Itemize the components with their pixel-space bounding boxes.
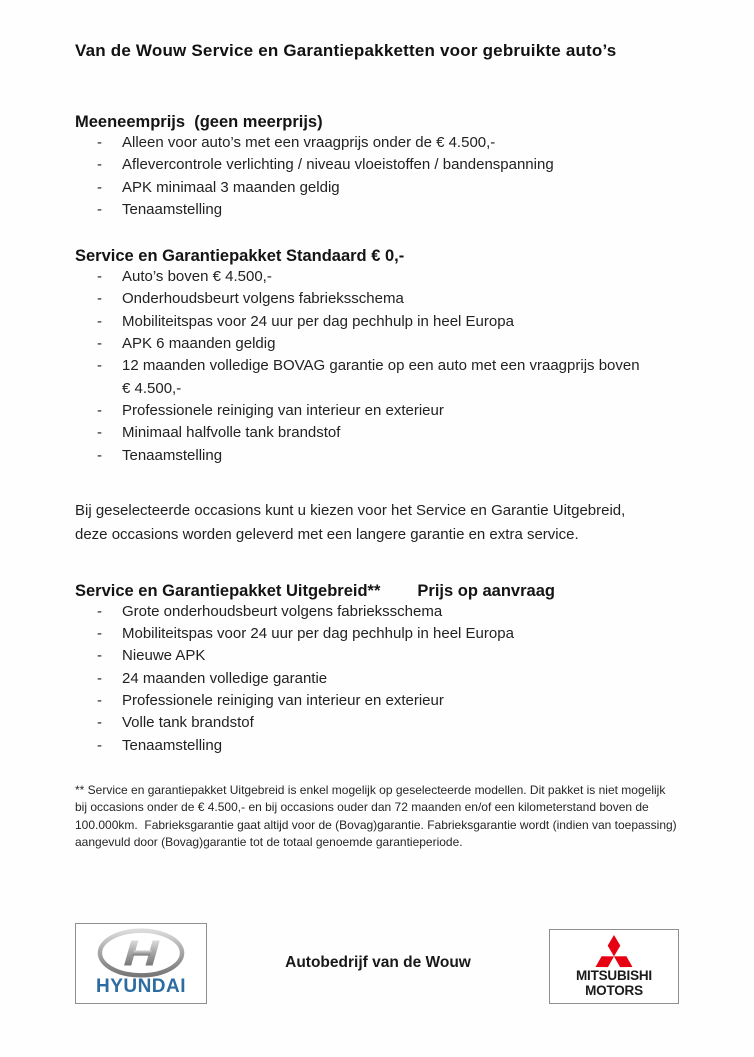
- section-heading-standaard: Service en Garantiepakket Standaard € 0,-: [75, 247, 405, 266]
- list-item: - Mobiliteitspas voor 24 uur per dag pechhulp in heel Europa: [75, 311, 679, 333]
- bullet-dash: -: [97, 602, 102, 620]
- hyundai-wordmark: HYUNDAI: [95, 976, 187, 998]
- list-item: - APK minimaal 3 maanden geldig: [75, 177, 679, 199]
- footnote-line: aangevuld door (Bovag)garantie tot de totaal genoemde garantieperiode.: [75, 835, 463, 850]
- mitsubishi-logo: [549, 929, 679, 1004]
- list-item: - Volle tank brandstof: [75, 712, 679, 734]
- list-item: - Nieuwe APK: [75, 645, 679, 667]
- bullet-dash: -: [97, 401, 102, 419]
- list-item: - Alleen voor auto’s met een vraagprijs onder de € 4.500,-: [75, 132, 679, 154]
- list-item: - Onderhoudsbeurt volgens fabrieksschema: [75, 288, 679, 310]
- list-item: - Mobiliteitspas voor 24 uur per dag pechhulp in heel Europa: [75, 623, 679, 645]
- bullet-dash: -: [97, 446, 102, 464]
- uitgebreid-list: [75, 601, 679, 757]
- list-item: - Tenaamstelling: [75, 445, 679, 467]
- list-item: - APK 6 maanden geldig: [75, 333, 679, 355]
- bullet-dash: -: [97, 424, 102, 442]
- bullet-dash: -: [97, 736, 102, 754]
- bullet-dash: -: [97, 312, 102, 330]
- intro-paragraph: [75, 499, 679, 548]
- bullet-dash: -: [97, 647, 102, 665]
- bullet-dash: -: [97, 134, 102, 151]
- list-item: - Aflevercontrole verlichting / niveau vloeistoffen / bandenspanning: [75, 154, 679, 176]
- footer: [75, 923, 679, 1004]
- dealer-name: Autobedrijf van de Wouw: [285, 954, 471, 972]
- mitsubishi-diamonds-icon: [591, 935, 637, 968]
- list-item: - Tenaamstelling: [75, 735, 679, 757]
- intro-line: Bij geselecteerde occasions kunt u kiezen voor het Service en Garantie Uitgebreid,: [75, 501, 626, 519]
- list-item: - Professionele reiniging van interieur en exterieur: [75, 690, 679, 712]
- bullet-dash: -: [97, 625, 102, 643]
- standaard-list: [75, 266, 679, 467]
- intro-line: deze occasions worden geleverd met een langere garantie en extra service.: [75, 526, 579, 544]
- bullet-dash: -: [97, 156, 102, 174]
- bullet-dash: -: [97, 290, 102, 308]
- bullet-dash: -: [97, 268, 102, 286]
- list-item: - 24 maanden volledige garantie: [75, 668, 679, 690]
- bullet-dash: -: [97, 692, 102, 710]
- list-item: - Professionele reiniging van interieur en exterieur: [75, 400, 679, 422]
- bullet-dash: -: [97, 669, 102, 687]
- bullet-dash: -: [97, 714, 102, 732]
- footnote-line: bij occasions onder de € 4.500,- en bij occasions ouder dan 72 maanden en/of een kilometerstand boven de: [75, 800, 649, 815]
- page-title: Van de Wouw Service en Garantiepakketten voor gebruikte auto’s: [75, 41, 617, 60]
- bullet-dash: -: [97, 178, 102, 196]
- bullet-dash: -: [97, 335, 102, 353]
- uitgebreid-heading-text: Service en Garantiepakket Uitgebreid**: [75, 581, 381, 600]
- hyundai-logo: [75, 923, 207, 1004]
- list-item: - Minimaal halfvolle tank brandstof: [75, 422, 679, 444]
- bullet-dash: -: [97, 200, 102, 218]
- footnote-line: 100.000km. Fabrieksgarantie gaat altijd voor de (Bovag)garantie. Fabrieksgarantie wordt (indien van toepassing): [75, 817, 677, 832]
- uitgebreid-price-text: Prijs op aanvraag: [417, 581, 555, 600]
- section-heading-uitgebreid: [75, 581, 679, 601]
- mitsubishi-wordmark-line1: MITSUBISHI: [575, 967, 652, 983]
- list-item: - 12 maanden volledige BOVAG garantie op een auto met een vraagprijs boven € 4.500,-: [75, 355, 679, 400]
- footnote: [75, 782, 679, 852]
- list-item: - Grote onderhoudsbeurt volgens fabrieksschema: [75, 601, 679, 623]
- meeneemprijs-list: [75, 132, 679, 221]
- bullet-dash: -: [97, 357, 102, 375]
- list-item: - Tenaamstelling: [75, 199, 679, 221]
- mitsubishi-wordmark-line2: MOTORS: [585, 982, 643, 998]
- footnote-line: ** Service en garantiepakket Uitgebreid is enkel mogelijk op geselecteerde modellen. Dit pakket is niet mogelijk: [75, 782, 666, 797]
- section-heading-meeneemprijs: Meeneemprijs (geen meerprijs): [75, 113, 323, 131]
- list-item: - Auto’s boven € 4.500,-: [75, 266, 679, 288]
- hyundai-oval-icon: [95, 928, 187, 978]
